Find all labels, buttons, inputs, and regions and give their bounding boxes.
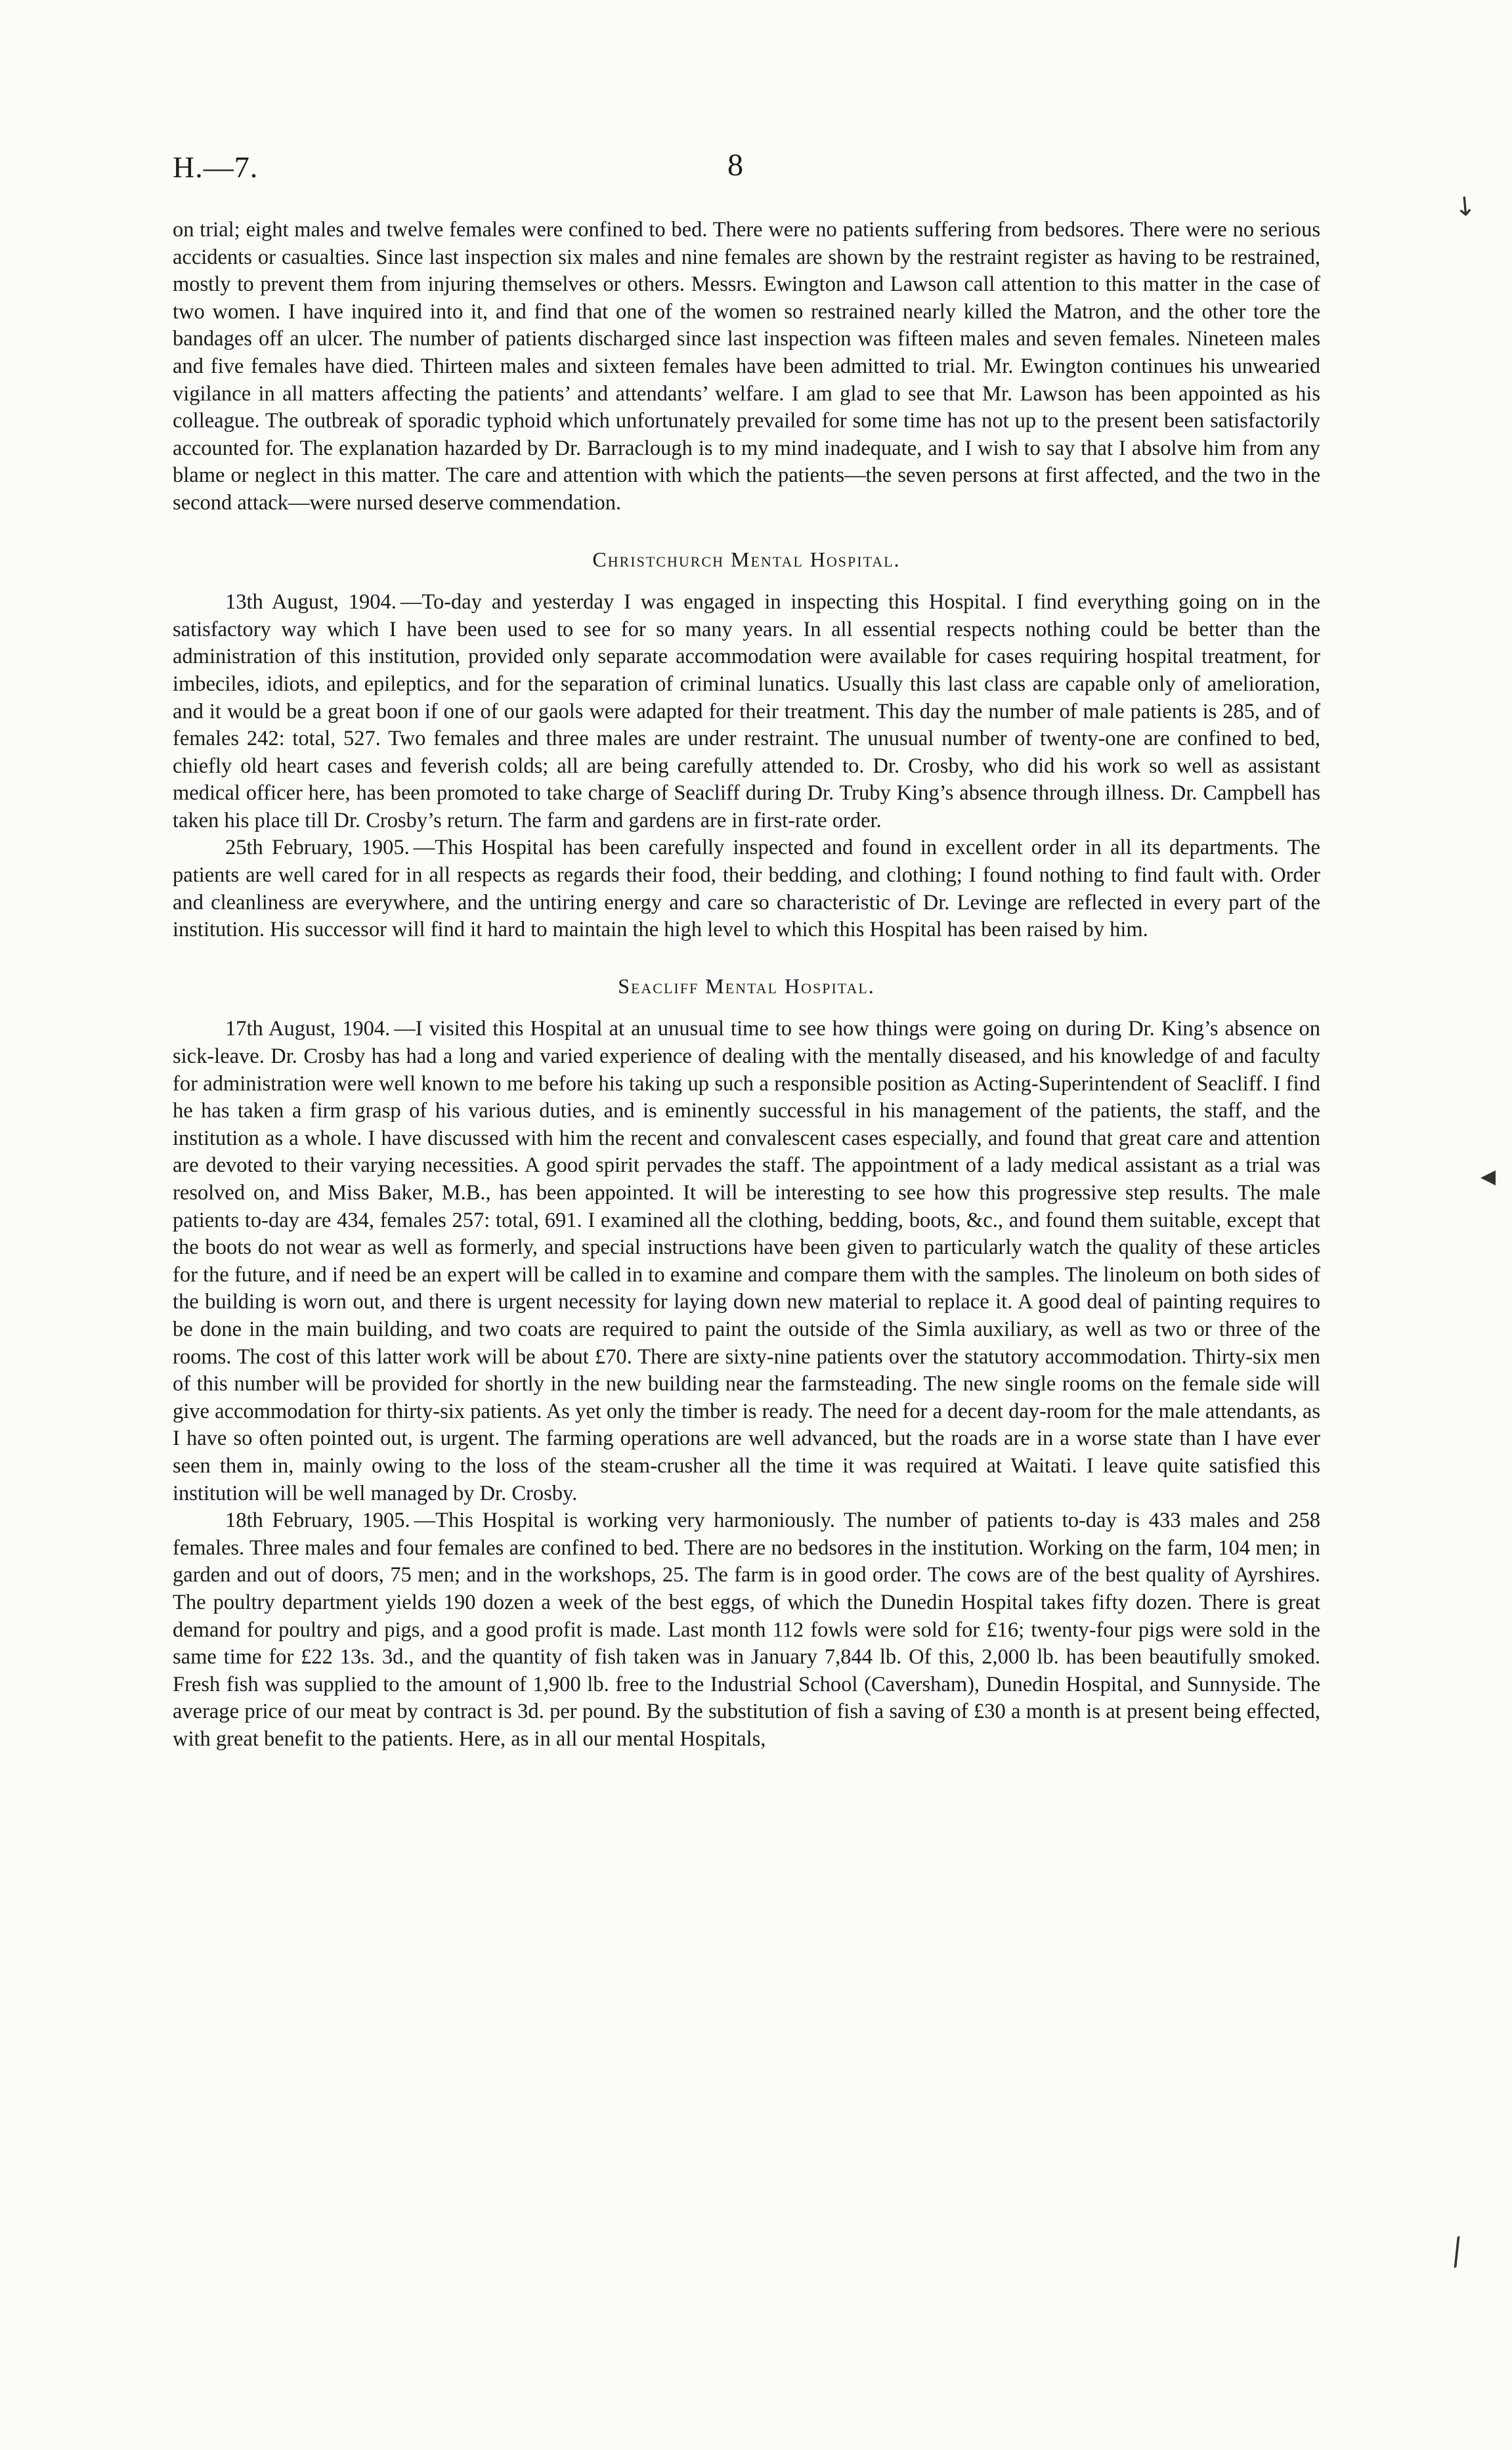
seacliff-entry-2 [173,1507,1320,1753]
entry-date: 18th February, 1905. [225,1509,410,1533]
page-number: 8 [727,148,743,183]
christchurch-entry-1 [173,589,1320,834]
entry-text: —This Hospital is working very harmoniously. The number of patients to-day is 433 males and 258 females. Three males and four females are confined to bed. There are no bedsores in the institution. Working on the farm, 104 men; in garden and out of doors, 75 men; and in the workshops, 25. The farm is in good order. The cows are of the best quality of Ayrshires. The poultry department yields 190 dozen a week of the best eggs, of which the Dunedin Hospital takes fifty dozen. There is great demand for poultry and pigs, and a good profit is made. Last month 112 fowls were sold for £16; twenty-four pigs were sold in the same time for £22 13s. 3d., and the quantity of fish taken was in January 7,844 lb. Of this, 2,000 lb. has been beautifully smoked. Fresh fish was supplied to the amount of 1,900 lb. free to the Industrial School (Caversham), Dunedin Hospital, and Sunnyside. The average price of our meat by contract is 3d. per pound. By the substitution of fish a saving of £30 a month is at present being effected, with great benefit to the patients. Here, as in all our mental Hospitals, [173,1509,1320,1751]
entry-text: —To-day and yesterday I was engaged in inspecting this Hospital. I find everything going on in the satisfactory way which I have been used to see for so many years. In all essential respects nothing could be better than the administration of this institution, provided only separate accommodation were available for cases requiring hospital treatment, for imbeciles, idiots, and epileptics, and for the separation of criminal lunatics. Usually this last class are capable only of amelioration, and it would be a great boon if one of our gaols were adapted for their treatment. This day the number of male patients is 285, and of females 242: total, 527. Two females and three males are under restraint. The unusual number of twenty-one are confined to bed, chiefly old heart cases and feverish colds; all are being carefully attended to. Dr. Crosby, who did his work so well as assistant medical officer here, has been promoted to take charge of Seacliff during Dr. Truby King’s absence through illness. Dr. Campbell has taken his place till Dr. Crosby’s return. The farm and gardens are in first-rate order. [173,590,1320,832]
margin-arrow-mark: ◀ [1480,1165,1496,1188]
section-heading-christchurch: Christchurch Mental Hospital. [592,547,901,571]
seacliff-entry-1 [173,1016,1320,1507]
entry-text: —I visited this Hospital at an unusual time to see how things were going on during Dr. King’s absence on sick-leave. Dr. Crosby has had a long and varied experience of dealing with the mentally diseased, and his knowledge of and faculty for administration were well known to me before his taking up such a responsible position as Acting-Superintendent of Seacliff. I find he has taken a firm grasp of his various duties, and is eminently successful in his management of the patients, the staff, and the institution as a whole. I have discussed with him the recent and convalescent cases especially, and found that great care and attention are devoted to their varying necessities. A good spirit pervades the staff. The appointment of a lady medical assistant as a trial was resolved on, and Miss Baker, M.B., has been appointed. It will be interesting to see how this progressive step results. The male patients to-day are 434, females 257: total, 691. I examined all the clothing, bedding, boots, &c., and found them suitable, except that the boots do not wear as well as formerly, and special instructions have been given to particularly watch the quality of these articles for the future, and if need be an expert will be called in to examine and compare them with the samples. The linoleum on both sides of the building is worn out, and there is urgent necessity for laying down new material to replace it. A good deal of painting requires to be done in the main building, and two coats are required to paint the outside of the Simla auxiliary, as well as two or three of the rooms. The cost of this latter work will be about £70. There are sixty-nine patients over the statutory accommodation. Thirty-six men of this number will be provided for shortly in the new building near the farmsteading. The new single rooms on the female side will give accommodation for thirty-six patients. As yet only the timber is ready. The need for a decent day-room for the male attendants, as I have so often pointed out, is urgent. The farming operations are well advanced, but the roads are in a worse state than I have ever seen them in, mainly owing to the loss of the steam-crusher all the time it was required at Waitati. I leave quite satisfied this institution will be well managed by Dr. Crosby. [173,1017,1321,1505]
christchurch-entry-2 [173,834,1320,943]
section-heading-seacliff: Seacliff Mental Hospital. [618,974,875,998]
margin-pen-mark: ⁄ [1446,2233,1469,2273]
entry-date: 13th August, 1904. [225,590,397,614]
continued-paragraph: on trial; eight males and twelve females were confined to bed. There were no patients suffering from bedsores. There were no serious accidents or casualties. Since last inspection six males and nine females are shown by the restraint register as having to be restrained, mostly to prevent them from injuring themselves or others. Messrs. Ewington and Lawson call attention to this matter in the case of two women. I have inquired into it, and find that one of the women so restrained nearly killed the Matron, and the other tore the bandages off an ulcer. The number of patients discharged since last inspection was fifteen males and seven females. Nineteen males and five females have died. Thirteen males and sixteen females have been admitted to trial. Mr. Ewington continues his unwearied vigilance in all matters affecting the patients’ and attendants’ welfare. I am glad to see that Mr. Lawson has been appointed as his colleague. The outbreak of sporadic typhoid which unfortunately prevailed for some time has not up to the present been satisfactorily accounted for. The explanation hazarded by Dr. Barraclough is to my mind inadequate, and I wish to say that I absolve him from any blame or neglect in this matter. The care and attention with which the patients—the seven persons at first affected, and the two in the second attack—were nursed deserve commendation. [173,218,1320,515]
entry-text: —This Hospital has been carefully inspected and found in excellent order in all its departments. The patients are well cared for in all respects as regards their food, their bedding, and clothing; I found nothing to find fault with. Order and cleanliness are everywhere, and the untiring energy and care so characteristic of Dr. Levinge are reflected in every part of the institution. His successor will find it hard to maintain the high level to which this Hospital has been raised by him. [173,836,1320,942]
body-text [173,217,1320,1753]
entry-date: 17th August, 1904. [225,1017,391,1041]
entry-date: 25th February, 1905. [225,836,410,860]
margin-tick-mark: ↘ [1447,186,1484,225]
page-header [173,150,1348,196]
running-head: H.—7. [173,150,259,184]
